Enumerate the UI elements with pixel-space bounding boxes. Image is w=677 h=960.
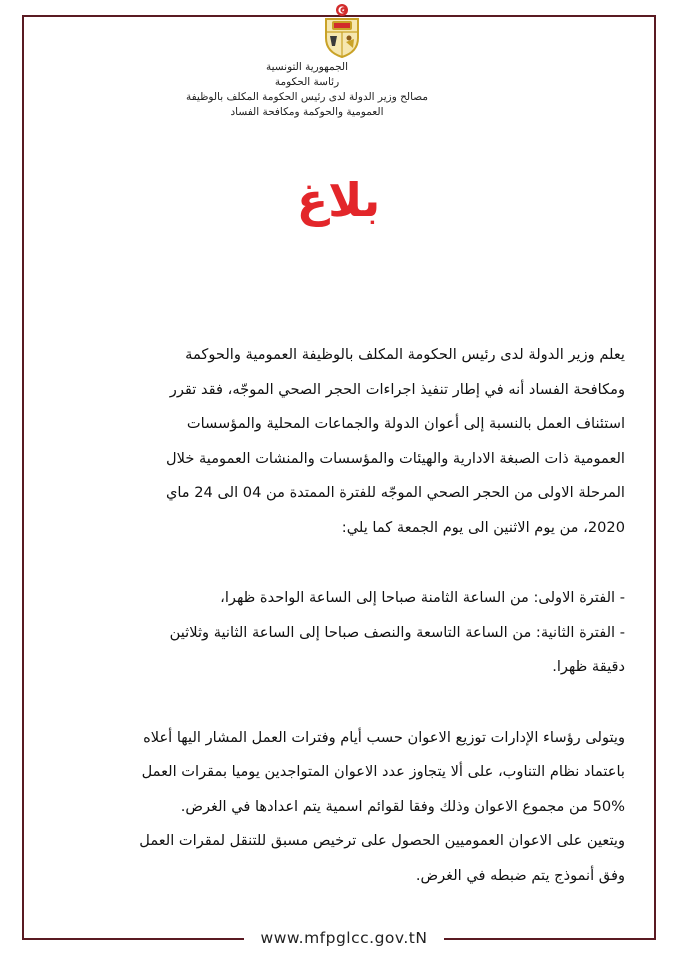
body-line: المرحلة الاولى من الحجر الصحي الموجّه للفترة الممتدة من 04 الى 24 ماي bbox=[165, 484, 625, 501]
header-line-presidency: رئاسة الحكومة bbox=[274, 76, 340, 88]
website-url: www.mfpglcc.gov.tN bbox=[260, 929, 428, 947]
document-title: بلاغ bbox=[296, 173, 381, 227]
body-line: 2020، من يوم الاثنين الى يوم الجمعة كما يلي: bbox=[341, 518, 625, 536]
period-line: - الفترة الثانية: من الساعة التاسعة والنصف صباحا إلى الساعة الثانية وثلاثين bbox=[169, 623, 625, 641]
header-line-republic: الجمهورية التونسية bbox=[266, 61, 348, 73]
body-line: وفق أنموذج يتم ضبطه في الغرض. bbox=[415, 866, 625, 884]
body-line: ويتولى رؤساء الإدارات توزيع الاعوان حسب أيام وفترات العمل المشار اليها أعلاه bbox=[143, 728, 625, 746]
issuer-header bbox=[157, 60, 457, 120]
announcement-body bbox=[51, 338, 625, 893]
period-line: دقيقة ظهرا. bbox=[552, 658, 625, 675]
header-line-ministry: مصالح وزير الدولة لدى رئيس الحكومة المكلف بالوظيفة bbox=[185, 91, 429, 103]
period-line: - الفترة الاولى: من الساعة الثامنة صباحا إلى الساعة الواحدة ظهرا، bbox=[220, 589, 625, 606]
body-line: استئناف العمل بالنسبة إلى أعوان الدولة والجماعات المحلية والمؤسسات bbox=[186, 415, 625, 432]
body-line: 50% من مجموع الاعوان وذلك وفقا لقوائم اسمية يتم اعدادها في الغرض. bbox=[180, 797, 625, 815]
tunisia-coat-of-arms-icon bbox=[319, 2, 365, 60]
header-line-ministry-cont: العمومية والحوكمة ومكافحة الفساد bbox=[230, 106, 384, 118]
body-line: باعتماد نظام التناوب، على ألا يتجاوز عدد الاعوان المتواجدين يوميا بمقرات العمل bbox=[141, 763, 625, 780]
body-line: ومكافحة الفساد أنه في إطار تنفيذ اجراءات الحجر الصحي الموجّه، فقد تقرر bbox=[169, 380, 625, 398]
body-line: العمومية ذات الصبغة الادارية والهيئات والمؤسسات والمنشات العمومية خلال bbox=[166, 449, 625, 467]
body-line: يعلم وزير الدولة لدى رئيس الحكومة المكلف بالوظيفة العمومية والحوكمة bbox=[185, 346, 625, 363]
body-line: ويتعين على الاعوان العموميين الحصول على ترخيص مسبق للتنقل لمقرات العمل bbox=[139, 832, 625, 849]
